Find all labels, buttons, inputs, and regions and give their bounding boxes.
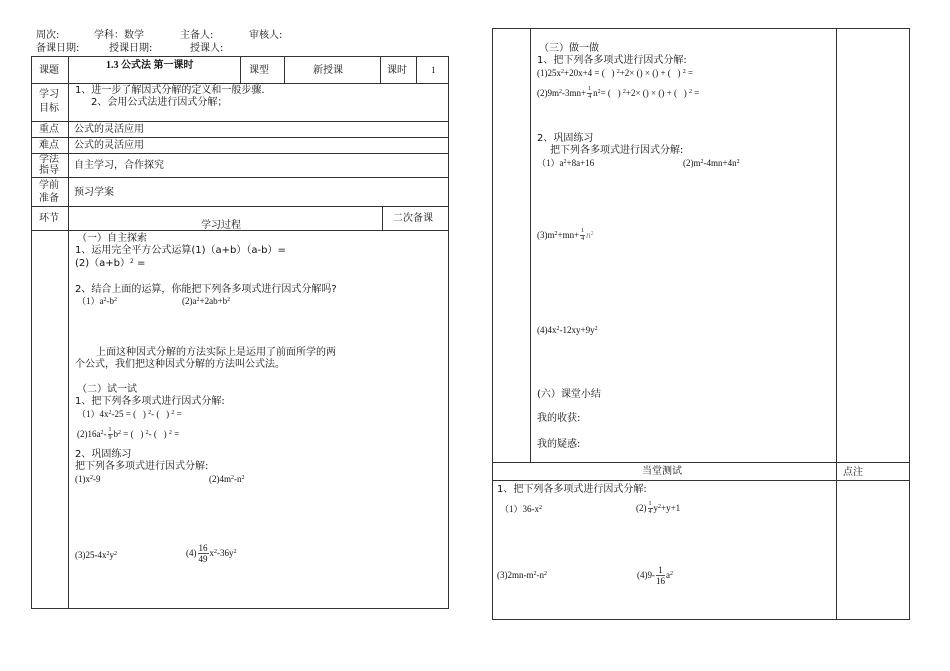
s2-cons: 2、巩固练习	[75, 449, 132, 460]
s3-e1: $(1)25x^2+20x+4$ = ( ) $^2$+2× () × () + ( ) $^2$ =	[537, 68, 694, 78]
second-prep-label: 二次备课	[393, 213, 433, 224]
gain-label: 我的收获:	[537, 413, 581, 424]
s1-q2b: $(2)a^2+2ab+b^2$	[182, 296, 231, 306]
section-label: 环节	[39, 213, 59, 224]
topic-value: 1.3 公式法 第一课时	[106, 60, 194, 71]
s3-e2: $(2)9m^2-3mn+$ $\frac{1}{4}$ $n^2=$ ( ) $^2$+2× () × () + ( ) $^2$ =	[537, 86, 700, 101]
header-subject: 学科：数学	[94, 30, 144, 41]
header-teach-date: 授课日期:	[109, 43, 153, 54]
s2-q1: 1、把下列各多项式进行因式分解:	[75, 396, 225, 407]
s6-title: (六）课堂小结	[537, 389, 601, 400]
method-value: 自主学习，合作探究	[74, 160, 164, 171]
pre-label-2: 准备	[39, 193, 59, 204]
doubt-label: 我的疑惑:	[537, 439, 581, 450]
right-table-frame	[492, 28, 910, 620]
hours-value: 1	[431, 65, 436, 75]
s1-title: （一）自主探索	[77, 233, 147, 244]
key-label: 重点	[39, 124, 59, 135]
s3-c2: $(2)m^2-4mn+4n^2$	[683, 158, 740, 168]
s3-c3: $(3)m^2+mn+$ $\frac{1}{4}$ $n^2$	[537, 228, 594, 243]
s2-e1: $(1)4x^2-25$ = ( ) $^2$- ( ) $^2$ =	[77, 409, 182, 419]
fraction-one-sixteen: $\frac{1}{16}$	[656, 565, 665, 587]
test-3: $(3)2mn-m^2-n^2$	[497, 570, 547, 580]
diff-value: 公式的灵活应用	[74, 140, 144, 151]
s2-title: （二）试一试	[77, 384, 137, 395]
s1-q2a: $(1)a^2-b^2$	[77, 296, 117, 306]
fraction-one-quarter: $\frac{1}{4}$	[588, 86, 592, 101]
s2-c2: $(2)4m^2-n^2$	[209, 474, 245, 484]
header-preparer: 主备人:	[180, 30, 214, 41]
s3-cons: 2、巩固练习	[537, 133, 594, 144]
topic-label: 课题	[39, 65, 59, 76]
fraction-sixteen-49: $\frac{16}{49}$	[198, 543, 208, 565]
test-1: $(1)36-x^2$	[500, 504, 542, 514]
goal-label-1: 学习	[39, 89, 59, 100]
pre-value: 预习学案	[74, 187, 114, 198]
test-q: 1、把下列各多项式进行因式分解:	[497, 484, 647, 495]
header-week: 周次:	[36, 30, 60, 41]
s1-p2: 个公式，我们把这种因式分解的方法叫公式法。	[75, 359, 285, 370]
header-prep-date: 备课日期:	[36, 43, 80, 54]
left-table-frame	[31, 56, 449, 609]
method-label-1: 学法	[39, 154, 59, 165]
s3-q1: 1、把下列各多项式进行因式分解:	[537, 55, 687, 66]
s1-p1: 上面这种因式分解的方法实际上是运用了前面所学的两	[96, 347, 336, 358]
fraction-one-quarter-y: $\frac{1}{4}$	[648, 501, 652, 516]
s1-q2: 2、结合上面的运算，你能把下列各多项式进行因式分解吗?	[75, 284, 337, 295]
goal-1: 1、进一步了解因式分解的定义和一般步骤.	[75, 85, 265, 96]
goal-label-2: 目标	[39, 103, 59, 114]
s2-c4: (4) $\frac{16}{49}$ $x^2-36y^2$	[186, 543, 237, 565]
key-value: 公式的灵活应用	[74, 124, 144, 135]
fraction-one-quarter-n: $\frac{1}{4}$	[581, 228, 585, 243]
note-label: 点注	[843, 467, 863, 478]
s2-cons-q: 把下列各多项式进行因式分解:	[75, 461, 209, 472]
s1-q1b: $(2)(a+b)^2$ =	[75, 258, 146, 269]
s3-c4: $(4)4x^2-12xy+9y^2$	[537, 325, 598, 335]
s2-c1: $(1)x^2-9$	[75, 474, 101, 484]
hours-label: 课时	[387, 65, 407, 76]
header-reviewer: 审核人:	[249, 30, 283, 41]
pre-label-1: 学前	[39, 180, 59, 191]
type-value: 新授课	[313, 65, 343, 76]
test-2: (2) $\frac{1}{4}$ $y^2+y+1$	[636, 501, 681, 516]
s3-title: （三）做一做	[539, 43, 599, 54]
s3-cons-q: 把下列各多项式进行因式分解:	[550, 145, 684, 156]
fraction-one-ninth: $\frac{1}{9}$	[108, 427, 112, 442]
s3-c1: $(1)a^2+8a+16$	[537, 158, 595, 168]
s2-c3: $(3)25-4x^2y^2$	[75, 550, 117, 560]
test-label: 当堂测试	[642, 466, 682, 477]
type-label: 课型	[249, 65, 269, 76]
header-teacher: 授课人:	[190, 43, 224, 54]
test-4: (4)9- $\frac{1}{16}$ $a^2$	[637, 565, 673, 587]
diff-label: 难点	[39, 140, 59, 151]
process-label: 学习过程	[201, 220, 241, 231]
s1-q1: 1、运用完全平方公式运算(1)（a+b）（a-b）=	[75, 245, 286, 256]
s2-e2: $(2)16a^2-$ $\frac{1}{9}$ $b^2$ = ( ) $^2$- ( ) $^2$ =	[77, 427, 180, 442]
goal-2: 2、会用公式法进行因式分解；	[91, 97, 228, 108]
method-label-2: 指导	[39, 165, 59, 176]
